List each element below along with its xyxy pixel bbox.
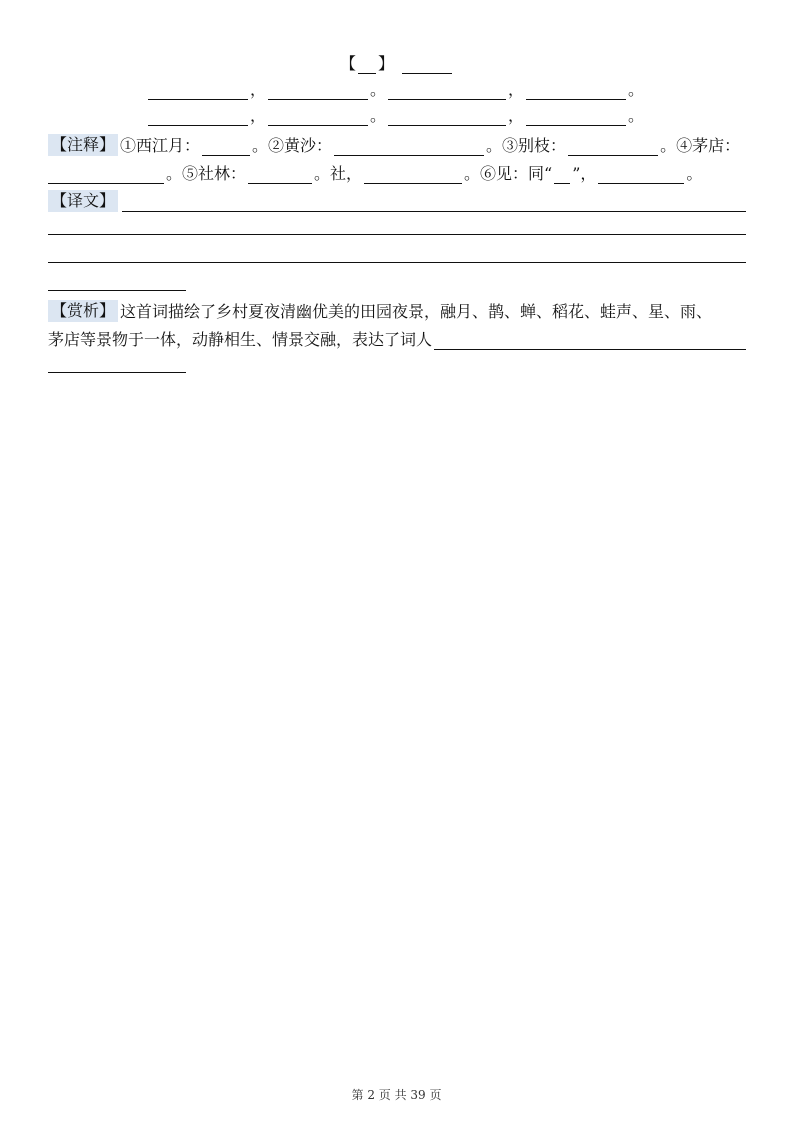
note-5-she-label: 。社，	[314, 164, 363, 183]
poem-blank[interactable]	[388, 81, 506, 100]
appreciation-rule-short[interactable]	[48, 372, 186, 373]
note-3-label: 。③别枝：	[486, 136, 567, 155]
note-6-char-blank[interactable]	[554, 165, 570, 184]
poem-comma: ，	[250, 106, 267, 125]
poem-period: 。	[370, 106, 387, 125]
poem-comma: ，	[250, 80, 267, 99]
appreciation-blank[interactable]	[434, 331, 746, 350]
note-5-blank[interactable]	[248, 165, 312, 184]
poem-blank[interactable]	[148, 81, 248, 100]
notes-line-2	[48, 158, 746, 184]
appreciation-text-2: 茅店等景物于一体，动静相生、情景交融，表达了词人	[48, 330, 433, 349]
translation-blank[interactable]	[122, 193, 746, 212]
note-4-blank[interactable]	[48, 165, 164, 184]
title-bracket-close: 】	[378, 54, 395, 73]
title-bracket-open: 【	[339, 54, 356, 73]
note-4-label: 。④茅店：	[660, 136, 741, 155]
poem-blank[interactable]	[148, 107, 248, 126]
translation-line-1	[48, 186, 746, 212]
note-2-blank[interactable]	[334, 137, 484, 156]
poem-blank[interactable]	[268, 107, 368, 126]
appreciation-tag: 【赏析】	[48, 300, 118, 322]
title-line	[48, 48, 746, 74]
poem-period: 。	[628, 106, 645, 125]
note-5-she-blank[interactable]	[364, 165, 462, 184]
note-1-blank[interactable]	[202, 137, 250, 156]
translation-tag: 【译文】	[48, 190, 118, 212]
poem-line-2	[146, 100, 646, 126]
poem-blank[interactable]	[526, 107, 626, 126]
appreciation-text-1: 这首词描绘了乡村夏夜清幽优美的田园夜景，融月、鹊、蝉、稻花、蛙声、星、雨、	[120, 302, 713, 321]
translation-rule[interactable]	[48, 234, 746, 235]
translation-rule[interactable]	[48, 262, 746, 263]
notes-end-period: 。	[686, 164, 703, 183]
notes-line-1	[48, 130, 746, 156]
poem-blank[interactable]	[526, 81, 626, 100]
note-6-label: 。⑥见：同“	[464, 164, 553, 183]
author-blank[interactable]	[402, 55, 452, 74]
appreciation-line-1	[48, 296, 746, 322]
title-blank[interactable]	[358, 55, 376, 74]
poem-comma: ，	[508, 80, 525, 99]
notes-tag: 【注释】	[48, 134, 118, 156]
poem-blank[interactable]	[388, 107, 506, 126]
poem-period: 。	[628, 80, 645, 99]
appreciation-line-2	[48, 324, 746, 350]
note-1-label: ①西江月：	[120, 136, 201, 155]
note-3-blank[interactable]	[568, 137, 658, 156]
note-2-label: 。②黄沙：	[252, 136, 333, 155]
translation-rule-short[interactable]	[48, 290, 186, 291]
poem-blank[interactable]	[268, 81, 368, 100]
note-6-quote-close: ”，	[572, 164, 597, 183]
note-5-label: 。⑤社林：	[166, 164, 247, 183]
note-6-blank[interactable]	[598, 165, 684, 184]
poem-line-1	[146, 74, 646, 100]
poem-period: 。	[370, 80, 387, 99]
poem-comma: ，	[508, 106, 525, 125]
page-footer: 第 2 页 共 39 页	[351, 1088, 442, 1102]
